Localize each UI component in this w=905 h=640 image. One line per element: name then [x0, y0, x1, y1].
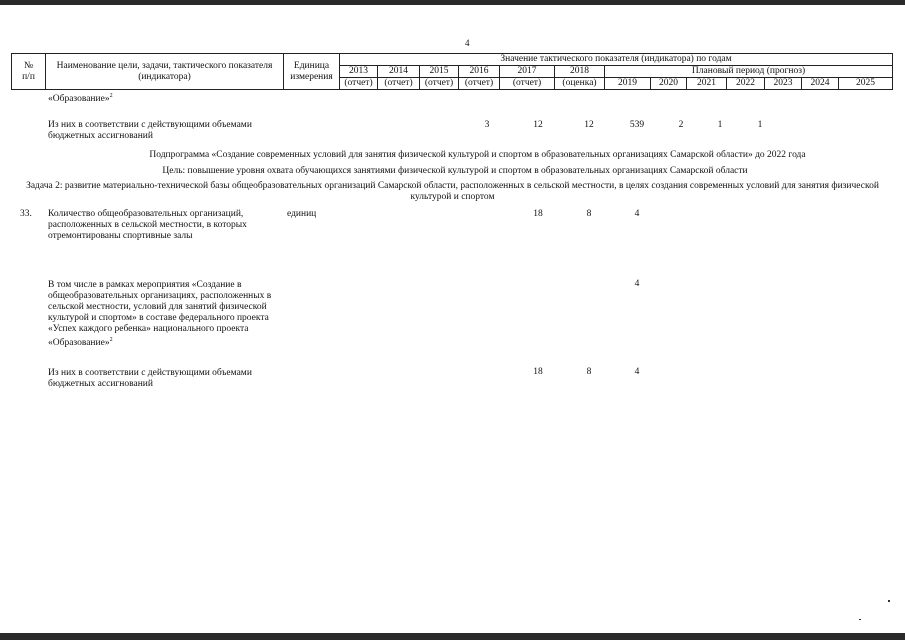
- row-33-unit: единиц: [287, 209, 317, 219]
- row-federal-project-name: В том числе в рамках мероприятия «Создание в общеобразовательных организациях, расположенных в сельской местности, условий для занятий физической культурой и спортом» в составе федерального проекта «Успех каждого ребенка» национального проекта «Образование»$^2$: [48, 280, 272, 349]
- scan-top-border: [0, 0, 905, 5]
- indicator-table-header: [11, 53, 893, 90]
- header-year: 2013: [340, 66, 378, 78]
- value-2019: 4: [634, 367, 640, 377]
- row-budget-name: Из них в соответствии с действующими объемами бюджетных ассигнований: [48, 120, 252, 141]
- header-name: Наименование цели, задачи, тактического показателя (индикатора): [46, 54, 284, 90]
- subprogram-title: Подпрограмма «Создание современных условий для занятия физической культурой и спортом в образовательных организациях Самарской области» до 2022 года: [149, 150, 806, 160]
- value-2019: 4: [634, 279, 640, 289]
- scan-speck: [859, 619, 861, 620]
- header-year-note: (отчет): [500, 78, 555, 90]
- goal-text: Цель: повышение уровня охвата обучающихся занятиями физической культурой и спортом в образовательных организациях Самарской области: [162, 166, 748, 176]
- scan-speck: [888, 600, 890, 602]
- value-2019: 4: [634, 209, 640, 219]
- value-2017: 18: [533, 367, 543, 377]
- scan-bottom-border: [0, 633, 905, 640]
- value-2021: 1: [717, 120, 723, 130]
- row-number: 33.: [20, 209, 32, 219]
- header-year: 2023: [765, 78, 802, 90]
- header-unit: Единица измерения: [284, 54, 340, 90]
- header-year: 2015: [420, 66, 459, 78]
- header-planned-period: Плановый период (прогноз): [605, 66, 893, 78]
- header-year-note: (оценка): [555, 78, 605, 90]
- header-values-group: Значение тактического показателя (индикатора) по годам: [340, 54, 893, 66]
- value-2017: 12: [533, 120, 543, 130]
- value-2018: 8: [586, 367, 592, 377]
- header-year: 2018: [555, 66, 605, 78]
- value-2019: 539: [629, 120, 645, 130]
- header-year: 2025: [839, 78, 893, 90]
- value-2016: 3: [484, 120, 490, 130]
- task-text: Задача 2: развитие материально-технической базы общеобразовательных организаций Самарской области, расположенных в сельской местности, в целях создания современных условий для занятия физической культурой и спортом: [26, 181, 879, 202]
- value-2018: 12: [584, 120, 594, 130]
- header-num: № п/п: [12, 54, 46, 90]
- row-33-name: Количество общеобразовательных организаций, расположенных в сельской местности, в которых отремонтированы спортивные залы: [48, 209, 247, 241]
- value-2022: 1: [757, 120, 763, 130]
- header-year: 2016: [459, 66, 500, 78]
- header-year-note: (отчет): [459, 78, 500, 90]
- header-year: 2019: [605, 78, 651, 90]
- value-2018: 8: [586, 209, 592, 219]
- header-year-note: (отчет): [340, 78, 378, 90]
- continuation-text: «Образование»$^2$: [48, 93, 113, 105]
- header-year: 2020: [651, 78, 687, 90]
- header-year-note: (отчет): [420, 78, 459, 90]
- header-year: 2014: [378, 66, 420, 78]
- header-year: 2022: [727, 78, 765, 90]
- header-year: 2017: [500, 66, 555, 78]
- header-year-note: (отчет): [378, 78, 420, 90]
- value-2017: 18: [533, 209, 543, 219]
- header-year: 2021: [687, 78, 727, 90]
- value-2020: 2: [678, 120, 684, 130]
- page-number: 4: [465, 38, 470, 48]
- header-year: 2024: [802, 78, 839, 90]
- row-budget-name: Из них в соответствии с действующими объемами бюджетных ассигнований: [48, 368, 252, 389]
